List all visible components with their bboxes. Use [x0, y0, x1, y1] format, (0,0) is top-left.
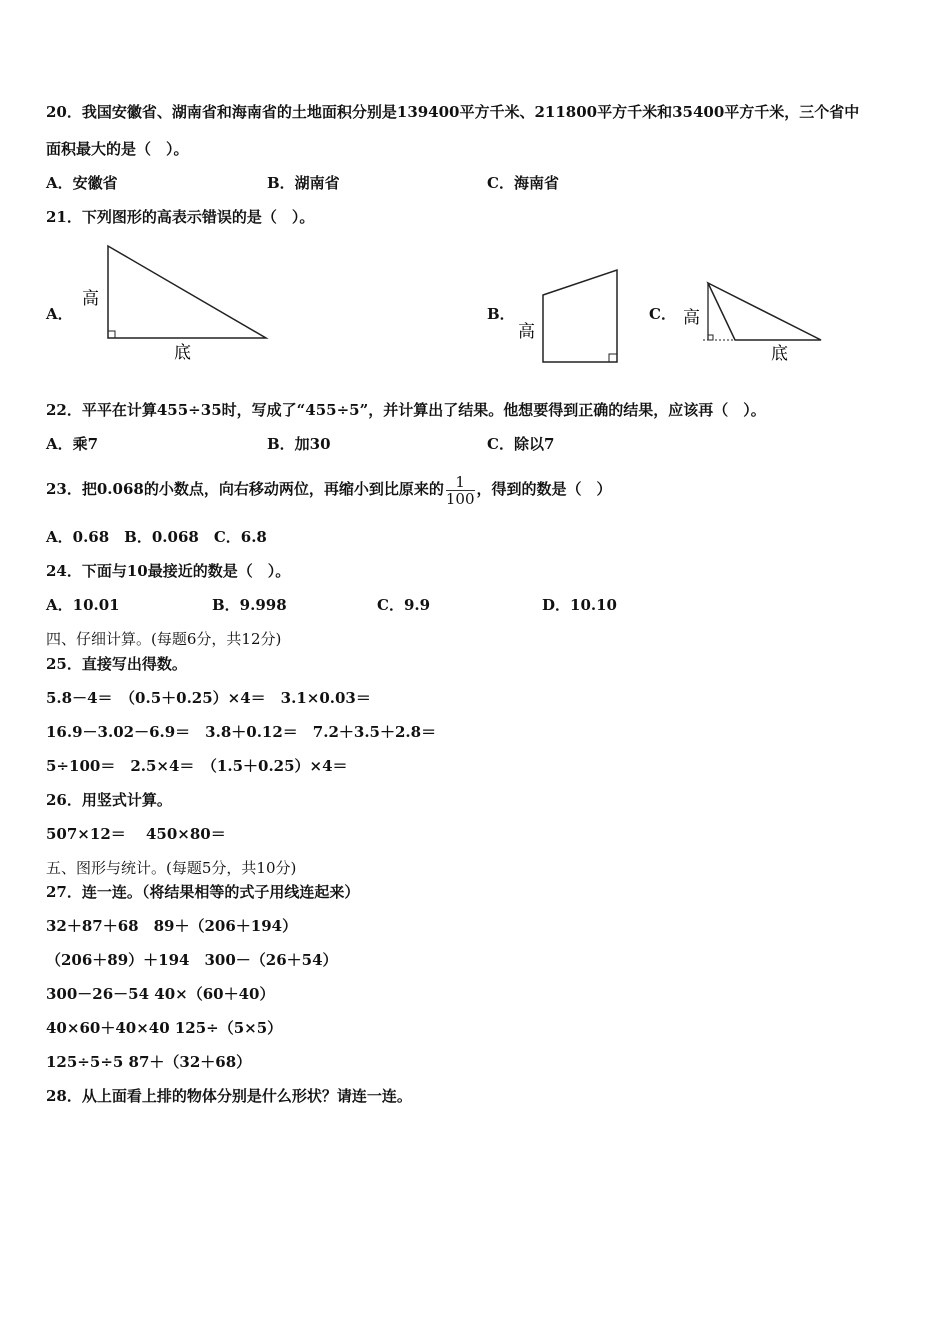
q20-option-c: C．海南省: [487, 174, 559, 192]
q21-option-a: A．: [46, 305, 73, 323]
section-4-title: 四、仔细计算。(每题6分，共12分): [46, 630, 282, 648]
q23-options: A．0.68 B．0.068 C．6.8: [46, 528, 267, 546]
q26-stem: 26．用竖式计算。: [46, 791, 172, 809]
q25-row-1: 5.8－4＝ （0.5＋0.25）×4＝ 3.1×0.03＝: [46, 689, 371, 707]
q20-stem-line2: 面积最大的是（ ）。: [46, 140, 189, 158]
q25-row-3: 5÷100＝ 2.5×4＝ （1.5＋0.25）×4＝: [46, 757, 348, 775]
q24-option-c: C．9.9: [377, 596, 431, 614]
fraction: [446, 474, 475, 507]
q28-stem: 28．从上面看上排的物体分别是什么形状？请连一连。: [46, 1087, 412, 1105]
q22-option-b: B．加30: [267, 435, 331, 453]
q20-option-b: B．湖南省: [267, 174, 340, 192]
q26-row: 507×12＝ 450×80＝: [46, 825, 226, 843]
q27-stem: 27．连一连。（将结果相等的式子用线连起来）: [46, 883, 360, 901]
q20-stem-line1: 20．我国安徽省、湖南省和海南省的土地面积分别是139400平方千米、211800平方千米和35400平方千米，三个省中: [46, 103, 860, 121]
q21-option-b: B．: [487, 305, 515, 323]
fraction-numerator: 1: [455, 472, 465, 491]
section-5-title: 五、图形与统计。(每题5分，共10分): [46, 859, 297, 877]
q25-stem: 25．直接写出得数。: [46, 655, 187, 673]
fraction-denominator: 100: [445, 489, 475, 508]
q20-option-a: A．安徽省: [46, 174, 118, 192]
height-label: 高: [683, 308, 700, 328]
q24-option-d: D．10.10: [542, 596, 617, 614]
q24-stem: 24．下面与10最接近的数是（ ）。: [46, 562, 291, 580]
q27-row-5: 125÷5÷5 87＋（32＋68）: [46, 1053, 252, 1071]
figure-right-triangle: [70, 240, 280, 365]
q22-option-c: C．除以7: [487, 435, 555, 453]
q23-stem-b: ，得到的数是（ ）: [476, 480, 612, 498]
q27-row-2: （206＋89）＋194 300－（26＋54）: [46, 951, 338, 969]
height-label: 高: [82, 289, 99, 309]
q27-row-3: 300－26－54 40×（60＋40）: [46, 985, 275, 1003]
q22-option-a: A．乘7: [46, 435, 99, 453]
q21-stem: 21．下列图形的高表示错误的是（ ）。: [46, 208, 315, 226]
figure-obtuse-triangle: [675, 275, 825, 365]
q27-row-1: 32＋87＋68 89＋（206＋194）: [46, 917, 298, 935]
q21-option-c: C．: [649, 305, 676, 323]
height-label: 高: [518, 322, 535, 342]
q24-option-a: A．10.01: [46, 596, 120, 614]
q22-stem: 22．平平在计算455÷35时，写成了“455÷5”，并计算出了结果。他想要得到正确的结果，应该再（ ）。: [46, 401, 766, 419]
q24-option-b: B．9.998: [212, 596, 287, 614]
base-label: 底: [771, 344, 788, 364]
q27-row-4: 40×60＋40×40 125÷（5×5）: [46, 1019, 283, 1037]
figure-trapezoid: [512, 265, 622, 365]
q23-stem-a: 23．把0.068的小数点，向右移动两位，再缩小到比原来的: [46, 480, 444, 498]
base-label: 底: [174, 343, 191, 363]
q25-row-2: 16.9－3.02－6.9＝ 3.8＋0.12＝ 7.2＋3.5＋2.8＝: [46, 723, 437, 741]
q23-stem: [46, 464, 612, 514]
